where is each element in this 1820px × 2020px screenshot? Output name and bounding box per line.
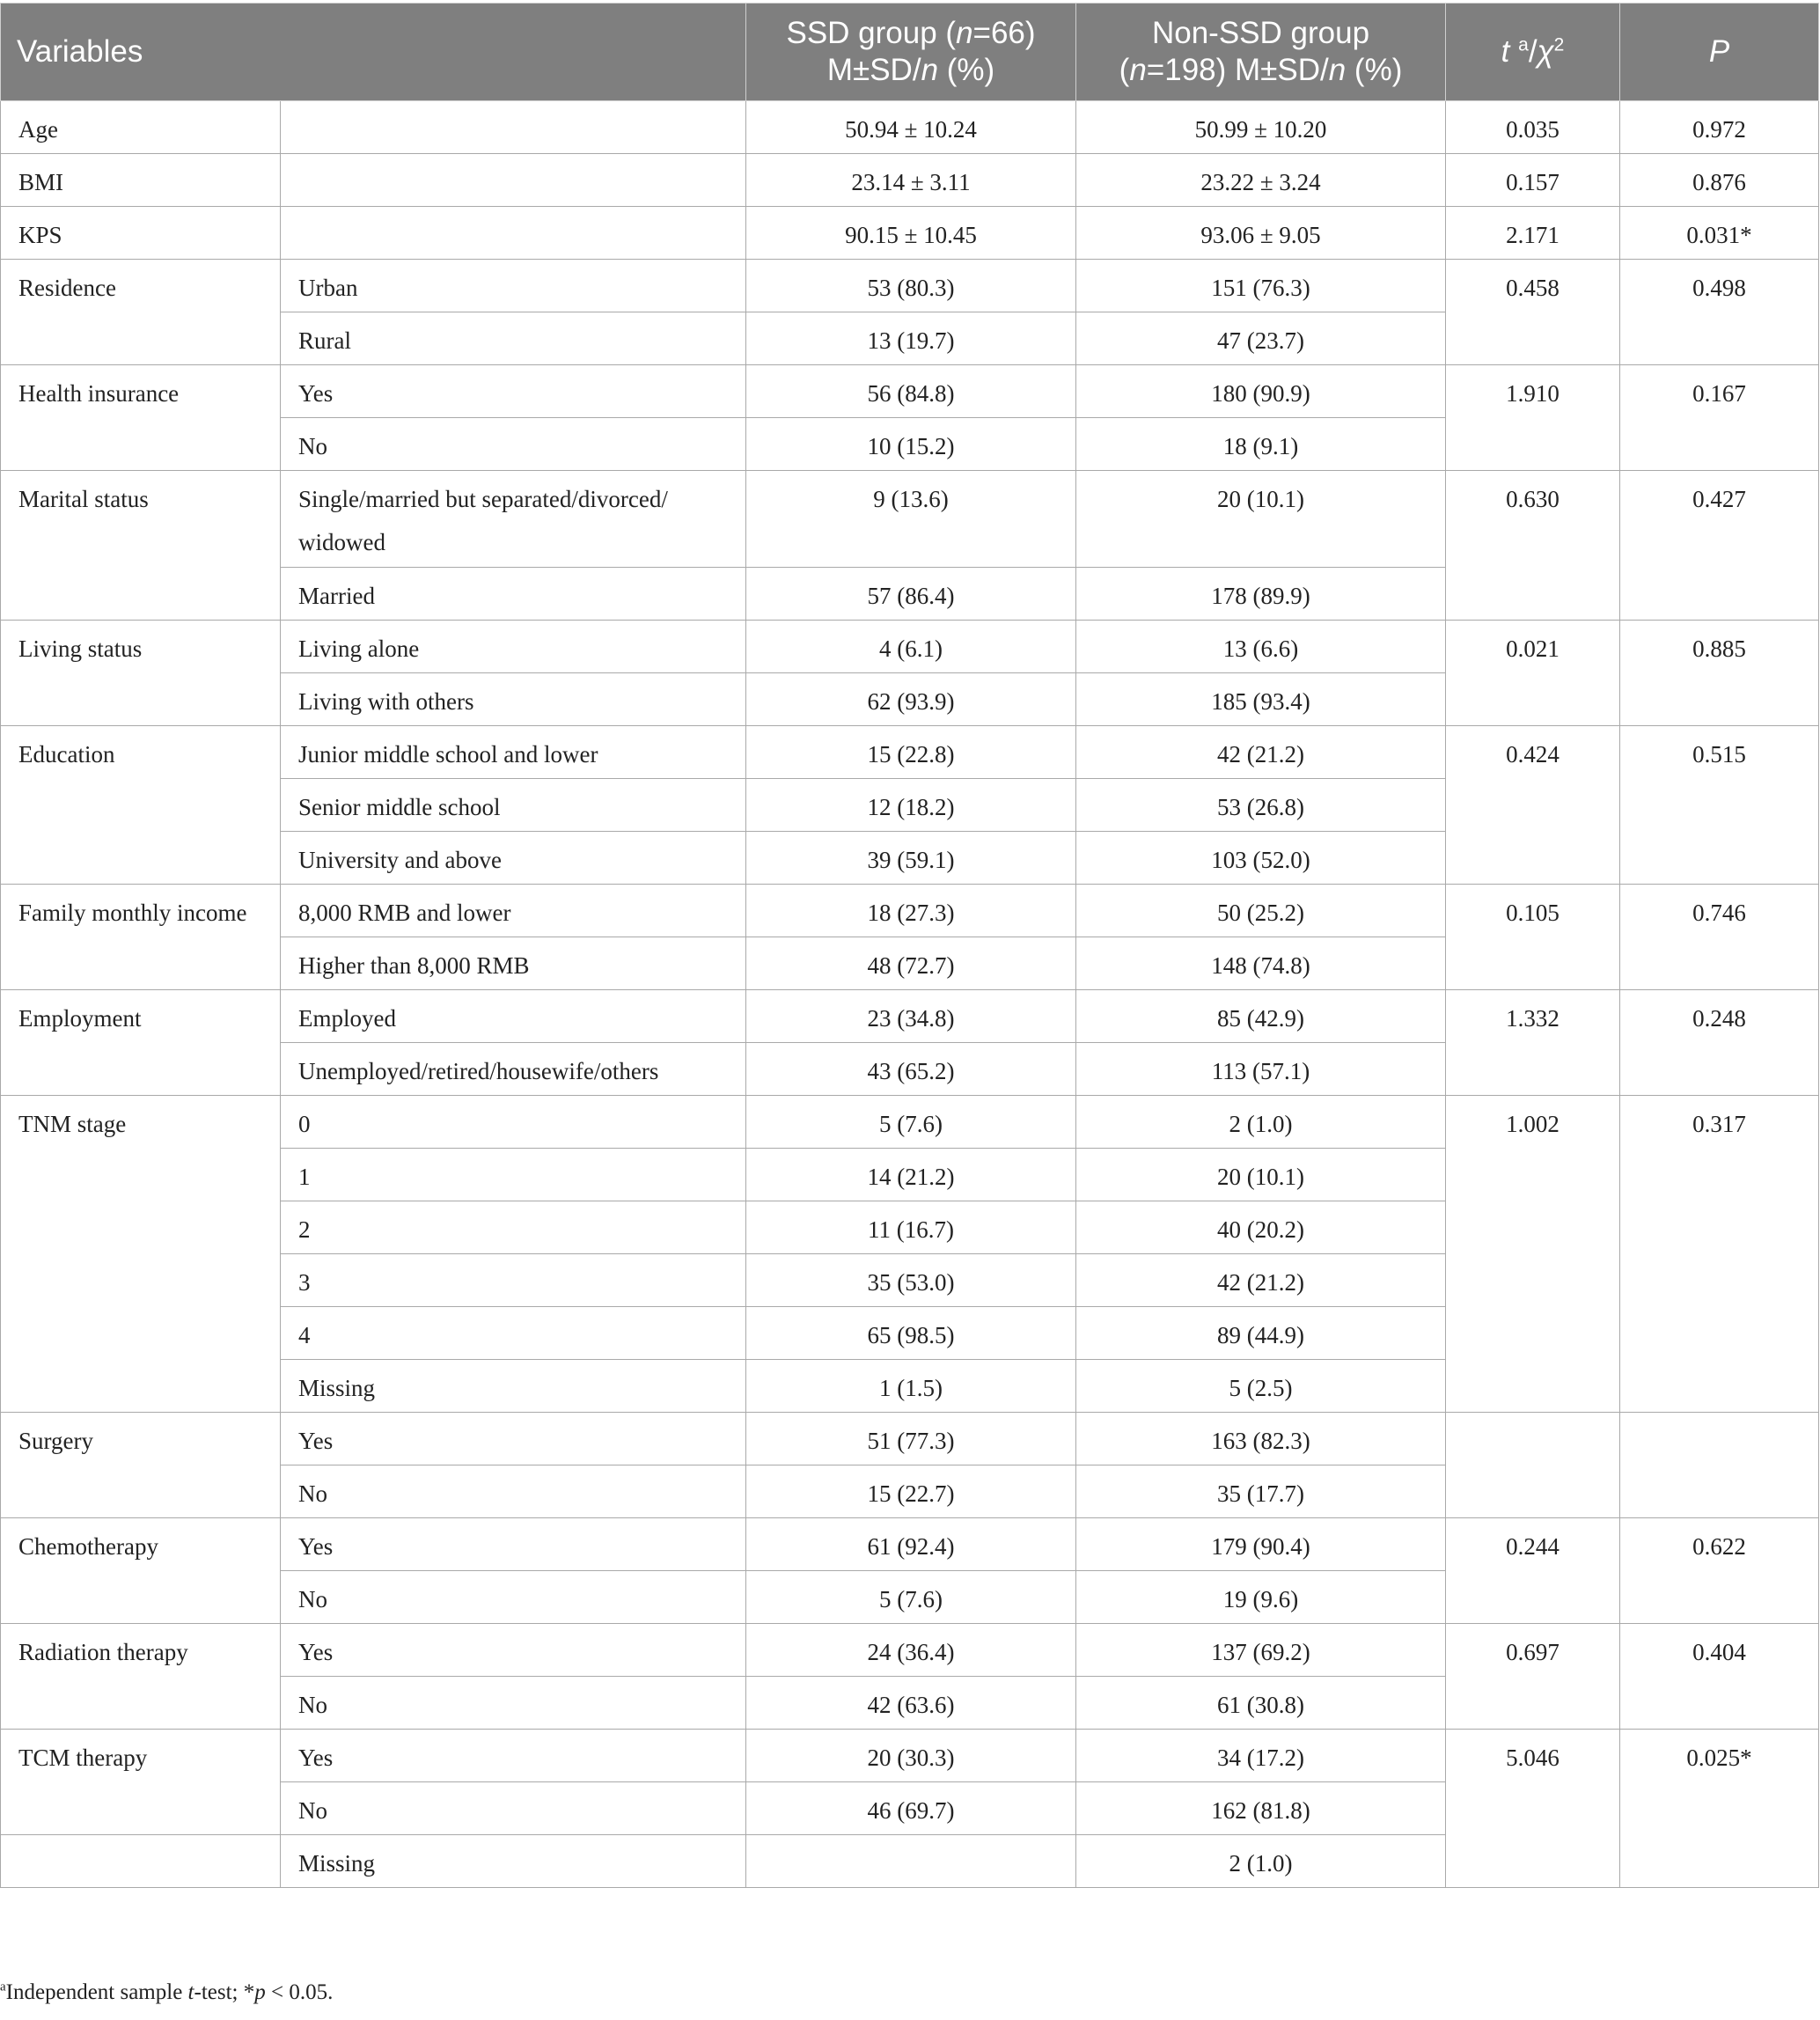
test-statistic: 0.244 bbox=[1446, 1518, 1620, 1624]
level-label: Employed bbox=[281, 990, 746, 1043]
ssd-value: 43 (65.2) bbox=[746, 1043, 1076, 1096]
ssd-value: 46 (69.7) bbox=[746, 1782, 1076, 1835]
p-value: 0.622 bbox=[1620, 1518, 1819, 1624]
test-statistic: 1.910 bbox=[1446, 365, 1620, 471]
non-ssd-value: 179 (90.4) bbox=[1076, 1518, 1446, 1571]
level-label: No bbox=[281, 1677, 746, 1730]
table-row-radiation bbox=[1, 1624, 1819, 1677]
variable-label: TNM stage bbox=[1, 1096, 281, 1413]
table-header bbox=[1, 4, 1819, 101]
variable-label: Family monthly income bbox=[1, 885, 281, 990]
level-label: Missing bbox=[281, 1835, 746, 1888]
variable-label: Health insurance bbox=[1, 365, 281, 471]
variable-label: Radiation therapy bbox=[1, 1624, 281, 1730]
non-ssd-value: 85 (42.9) bbox=[1076, 990, 1446, 1043]
non-ssd-value: 20 (10.1) bbox=[1076, 471, 1446, 568]
p-value: 0.404 bbox=[1620, 1624, 1819, 1730]
non-ssd-value: 13 (6.6) bbox=[1076, 621, 1446, 673]
level-label bbox=[281, 101, 746, 154]
non-ssd-value: 50.99 ± 10.20 bbox=[1076, 101, 1446, 154]
non-ssd-value: 18 (9.1) bbox=[1076, 418, 1446, 471]
ssd-value: 23 (34.8) bbox=[746, 990, 1076, 1043]
test-statistic: 5.046 bbox=[1446, 1730, 1620, 1888]
ssd-value: 13 (19.7) bbox=[746, 312, 1076, 365]
ssd-value: 56 (84.8) bbox=[746, 365, 1076, 418]
table-row-income bbox=[1, 885, 1819, 937]
non-ssd-value: 50 (25.2) bbox=[1076, 885, 1446, 937]
test-statistic: 0.458 bbox=[1446, 260, 1620, 365]
test-statistic: 0.021 bbox=[1446, 621, 1620, 726]
non-ssd-value: 42 (21.2) bbox=[1076, 726, 1446, 779]
level-label: Missing bbox=[281, 1360, 746, 1413]
test-statistic: 0.157 bbox=[1446, 154, 1620, 207]
non-ssd-value: 2 (1.0) bbox=[1076, 1835, 1446, 1888]
level-label: Urban bbox=[281, 260, 746, 312]
non-ssd-value: 137 (69.2) bbox=[1076, 1624, 1446, 1677]
level-label: Yes bbox=[281, 1624, 746, 1677]
header-test-statistic: t $^a/\chi^2$ bbox=[1446, 4, 1620, 101]
header-ssd-group: SSD group (n=66) M±SD/n (%) bbox=[746, 4, 1076, 101]
ssd-value: 20 (30.3) bbox=[746, 1730, 1076, 1782]
ssd-value: 15 (22.7) bbox=[746, 1465, 1076, 1518]
non-ssd-value: 61 (30.8) bbox=[1076, 1677, 1446, 1730]
variable-label bbox=[1, 1835, 281, 1888]
variable-label: Age bbox=[1, 101, 281, 154]
ssd-value: 90.15 ± 10.45 bbox=[746, 207, 1076, 260]
non-ssd-value: 35 (17.7) bbox=[1076, 1465, 1446, 1518]
header-row bbox=[1, 4, 1819, 101]
ssd-value: 50.94 ± 10.24 bbox=[746, 101, 1076, 154]
ssd-value: 62 (93.9) bbox=[746, 673, 1076, 726]
table-row-insurance bbox=[1, 365, 1819, 418]
ssd-value: 24 (36.4) bbox=[746, 1624, 1076, 1677]
ssd-value: 14 (21.2) bbox=[746, 1149, 1076, 1201]
variable-label: Living status bbox=[1, 621, 281, 726]
variable-label: Chemotherapy bbox=[1, 1518, 281, 1624]
non-ssd-value: 103 (52.0) bbox=[1076, 832, 1446, 885]
level-label: University and above bbox=[281, 832, 746, 885]
p-value: 0.025* bbox=[1620, 1730, 1819, 1888]
table-row-living bbox=[1, 621, 1819, 673]
table-footnote: $^a$Independent sample t-test; *p < 0.05. bbox=[0, 1980, 334, 2004]
non-ssd-value: 151 (76.3) bbox=[1076, 260, 1446, 312]
level-label: 8,000 RMB and lower bbox=[281, 885, 746, 937]
level-label: Unemployed/retired/housewife/others bbox=[281, 1043, 746, 1096]
p-value: 0.317 bbox=[1620, 1096, 1819, 1413]
p-value bbox=[1620, 1413, 1819, 1518]
ssd-value: 18 (27.3) bbox=[746, 885, 1076, 937]
p-value: 0.498 bbox=[1620, 260, 1819, 365]
variable-label: BMI bbox=[1, 154, 281, 207]
non-ssd-value: 53 (26.8) bbox=[1076, 779, 1446, 832]
ssd-value: 12 (18.2) bbox=[746, 779, 1076, 832]
table-row-surgery bbox=[1, 1413, 1819, 1465]
table-row-education bbox=[1, 726, 1819, 779]
non-ssd-value: 148 (74.8) bbox=[1076, 937, 1446, 990]
table-body bbox=[1, 101, 1819, 1888]
variable-label: Marital status bbox=[1, 471, 281, 621]
ssd-value: 1 (1.5) bbox=[746, 1360, 1076, 1413]
table-row-bmi bbox=[1, 154, 1819, 207]
non-ssd-value: 5 (2.5) bbox=[1076, 1360, 1446, 1413]
test-statistic: 1.002 bbox=[1446, 1096, 1620, 1413]
p-value: 0.167 bbox=[1620, 365, 1819, 471]
non-ssd-value: 178 (89.9) bbox=[1076, 568, 1446, 621]
level-label: Yes bbox=[281, 365, 746, 418]
level-label: 0 bbox=[281, 1096, 746, 1149]
header-p-value: P bbox=[1620, 4, 1819, 101]
level-label: Junior middle school and lower bbox=[281, 726, 746, 779]
ssd-value: 5 (7.6) bbox=[746, 1096, 1076, 1149]
non-ssd-value: 23.22 ± 3.24 bbox=[1076, 154, 1446, 207]
test-statistic: 1.332 bbox=[1446, 990, 1620, 1096]
p-value: 0.031* bbox=[1620, 207, 1819, 260]
p-value: 0.746 bbox=[1620, 885, 1819, 990]
level-label bbox=[281, 154, 746, 207]
level-label: Senior middle school bbox=[281, 779, 746, 832]
level-label: 1 bbox=[281, 1149, 746, 1201]
table-row-kps bbox=[1, 207, 1819, 260]
variable-label: Education bbox=[1, 726, 281, 885]
level-label: No bbox=[281, 418, 746, 471]
level-label: No bbox=[281, 1465, 746, 1518]
level-label: Rural bbox=[281, 312, 746, 365]
p-value: 0.885 bbox=[1620, 621, 1819, 726]
level-label: Yes bbox=[281, 1413, 746, 1465]
ssd-value: 9 (13.6) bbox=[746, 471, 1076, 568]
test-statistic: 0.105 bbox=[1446, 885, 1620, 990]
variable-label: Surgery bbox=[1, 1413, 281, 1518]
non-ssd-value: 89 (44.9) bbox=[1076, 1307, 1446, 1360]
test-statistic: 0.424 bbox=[1446, 726, 1620, 885]
variable-label: TCM therapy bbox=[1, 1730, 281, 1835]
test-statistic: 0.630 bbox=[1446, 471, 1620, 621]
level-label bbox=[281, 207, 746, 260]
non-ssd-value: 93.06 ± 9.05 bbox=[1076, 207, 1446, 260]
variable-label: Residence bbox=[1, 260, 281, 365]
non-ssd-value: 20 (10.1) bbox=[1076, 1149, 1446, 1201]
non-ssd-value: 185 (93.4) bbox=[1076, 673, 1446, 726]
level-label: Yes bbox=[281, 1730, 746, 1782]
non-ssd-value: 163 (82.3) bbox=[1076, 1413, 1446, 1465]
level-label: Yes bbox=[281, 1518, 746, 1571]
table-row-chemo bbox=[1, 1518, 1819, 1571]
ssd-value: 61 (92.4) bbox=[746, 1518, 1076, 1571]
ssd-value: 4 (6.1) bbox=[746, 621, 1076, 673]
table-row-employment bbox=[1, 990, 1819, 1043]
variable-label: KPS bbox=[1, 207, 281, 260]
test-statistic: 0.035 bbox=[1446, 101, 1620, 154]
p-value: 0.876 bbox=[1620, 154, 1819, 207]
non-ssd-value: 40 (20.2) bbox=[1076, 1201, 1446, 1254]
ssd-value: 51 (77.3) bbox=[746, 1413, 1076, 1465]
ssd-value: 5 (7.6) bbox=[746, 1571, 1076, 1624]
test-statistic: 2.171 bbox=[1446, 207, 1620, 260]
non-ssd-value: 162 (81.8) bbox=[1076, 1782, 1446, 1835]
level-label: Single/married but separated/divorced/ widowed bbox=[281, 471, 746, 568]
test-statistic: 0.697 bbox=[1446, 1624, 1620, 1730]
level-label: No bbox=[281, 1782, 746, 1835]
level-label: 4 bbox=[281, 1307, 746, 1360]
variable-label: Employment bbox=[1, 990, 281, 1096]
level-label: 3 bbox=[281, 1254, 746, 1307]
table-row-tcm bbox=[1, 1730, 1819, 1782]
ssd-value: 11 (16.7) bbox=[746, 1201, 1076, 1254]
table-row-tnm bbox=[1, 1096, 1819, 1149]
table-row-residence bbox=[1, 260, 1819, 312]
level-label: Living alone bbox=[281, 621, 746, 673]
results-table bbox=[0, 3, 1819, 1888]
p-value: 0.248 bbox=[1620, 990, 1819, 1096]
level-label: Married bbox=[281, 568, 746, 621]
header-non-ssd-group: Non-SSD group (n=198) M±SD/n (%) bbox=[1076, 4, 1446, 101]
ssd-value bbox=[746, 1835, 1076, 1888]
p-value: 0.427 bbox=[1620, 471, 1819, 621]
header-variables: Variables bbox=[1, 4, 746, 101]
table-row-age bbox=[1, 101, 1819, 154]
non-ssd-value: 2 (1.0) bbox=[1076, 1096, 1446, 1149]
non-ssd-value: 19 (9.6) bbox=[1076, 1571, 1446, 1624]
ssd-value: 65 (98.5) bbox=[746, 1307, 1076, 1360]
non-ssd-value: 113 (57.1) bbox=[1076, 1043, 1446, 1096]
level-label: Higher than 8,000 RMB bbox=[281, 937, 746, 990]
ssd-value: 57 (86.4) bbox=[746, 568, 1076, 621]
p-value: 0.972 bbox=[1620, 101, 1819, 154]
non-ssd-value: 180 (90.9) bbox=[1076, 365, 1446, 418]
ssd-value: 23.14 ± 3.11 bbox=[746, 154, 1076, 207]
ssd-value: 15 (22.8) bbox=[746, 726, 1076, 779]
ssd-value: 48 (72.7) bbox=[746, 937, 1076, 990]
level-label: No bbox=[281, 1571, 746, 1624]
non-ssd-value: 42 (21.2) bbox=[1076, 1254, 1446, 1307]
ssd-value: 42 (63.6) bbox=[746, 1677, 1076, 1730]
ssd-value: 39 (59.1) bbox=[746, 832, 1076, 885]
non-ssd-value: 47 (23.7) bbox=[1076, 312, 1446, 365]
ssd-value: 10 (15.2) bbox=[746, 418, 1076, 471]
table-row-marital bbox=[1, 471, 1819, 568]
level-label: Living with others bbox=[281, 673, 746, 726]
non-ssd-value: 34 (17.2) bbox=[1076, 1730, 1446, 1782]
test-statistic bbox=[1446, 1413, 1620, 1518]
ssd-value: 53 (80.3) bbox=[746, 260, 1076, 312]
level-label: 2 bbox=[281, 1201, 746, 1254]
p-value: 0.515 bbox=[1620, 726, 1819, 885]
ssd-value: 35 (53.0) bbox=[746, 1254, 1076, 1307]
